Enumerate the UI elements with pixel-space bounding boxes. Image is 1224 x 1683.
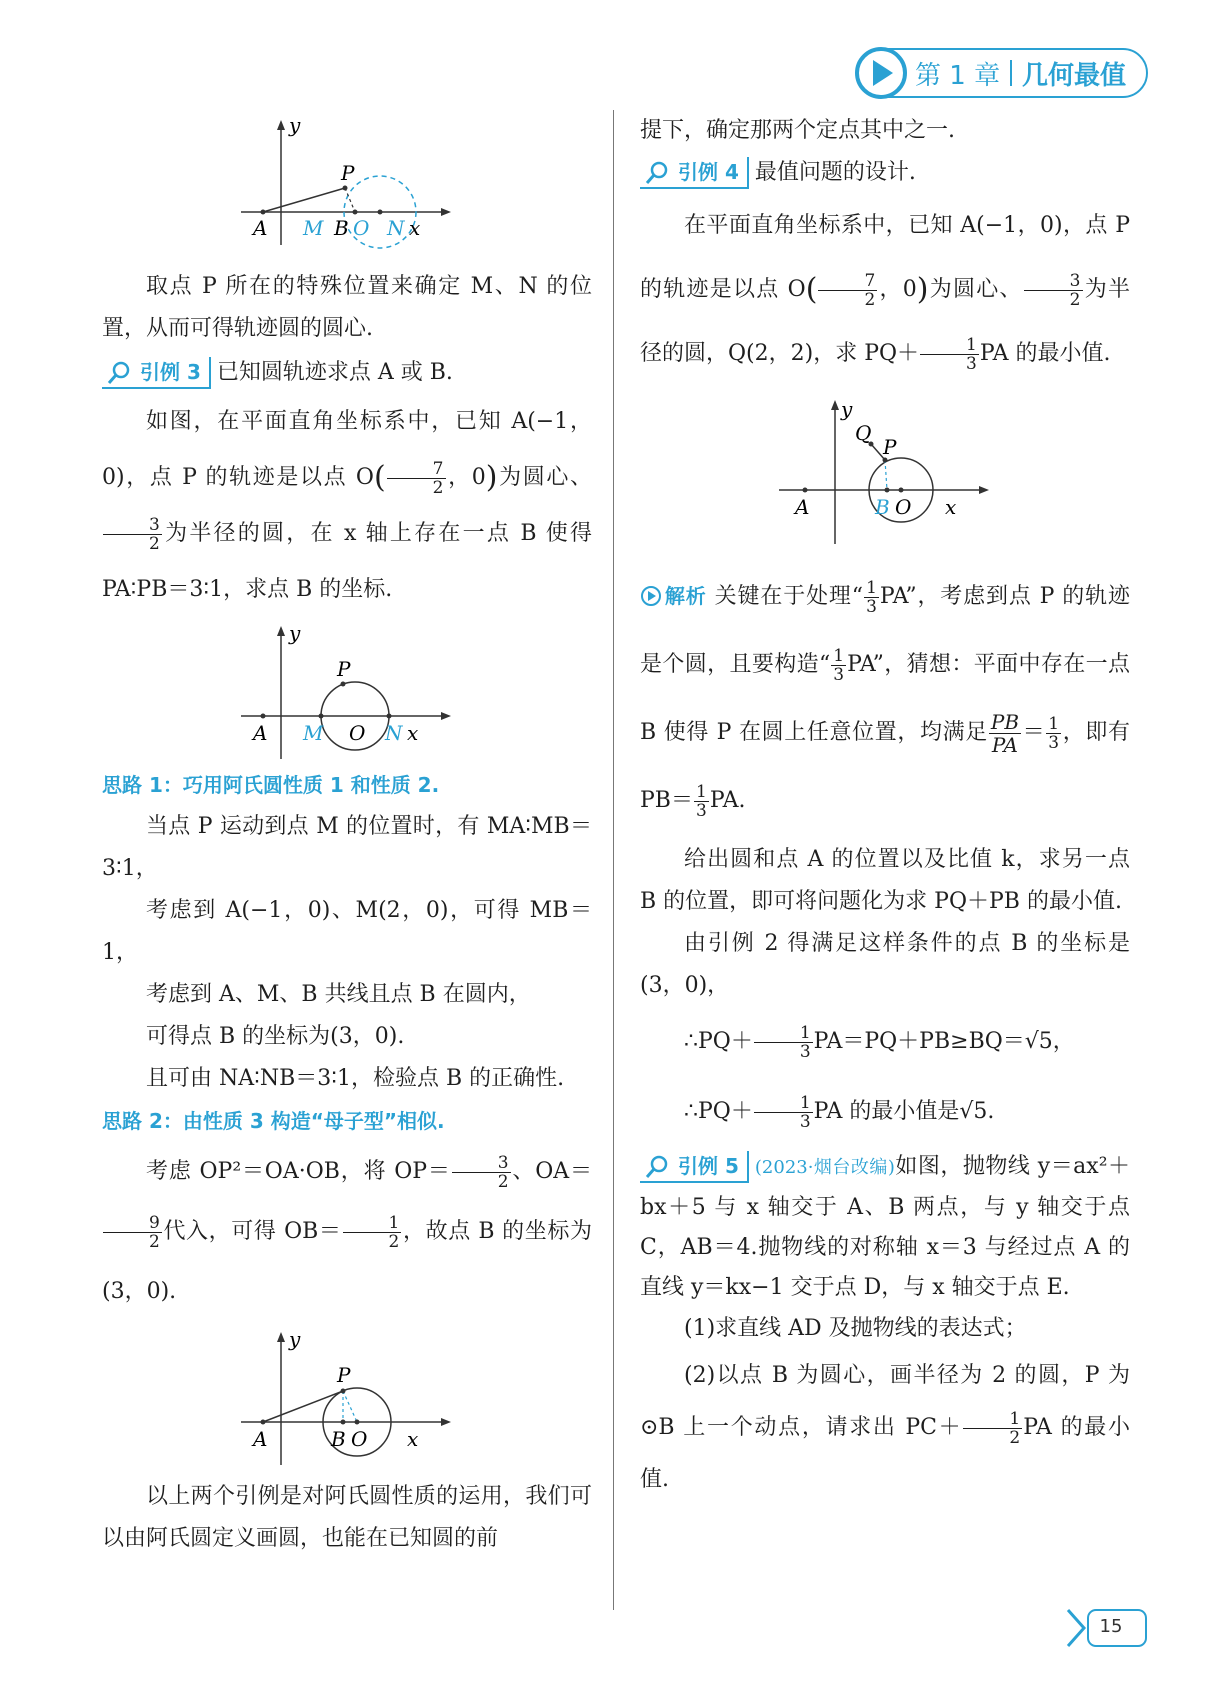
hint-1-line-4: 可得点 B 的坐标为(3，0). [146, 1024, 405, 1049]
label-P: P [337, 657, 351, 681]
label-y: y [841, 397, 853, 421]
question-2: (2)以点 B 为圆心，画半径为 2 的圆，P 为⊙B 上一个动点，请求出 PC＋ $\frac{1}{2}$ PA 的最小值. [640, 1363, 1130, 1492]
example-4-label: 引例 4 [640, 157, 749, 189]
label-x: x [409, 216, 421, 240]
magnifier-icon [106, 360, 132, 386]
hint-1: 思路 1：巧用阿氏圆性质 1 和性质 2. [102, 773, 440, 797]
paragraph-top: 提下，确定那两个定点其中之一. [640, 118, 955, 143]
right-column [640, 110, 1130, 1506]
paragraph-2: 给出圆和点 A 的位置以及比值 k，求另一点 B 的位置，即可将问题化为求 PQ＋PB 的最小值. [640, 847, 1130, 914]
equation-1: ∴PQ＋ $\frac{1}{3}$ PA＝PQ＋PB≥BQ＝√5， [684, 1022, 1075, 1062]
hint-2-text: 考虑 OP²＝OA·OB，将 OP＝ $\frac{3}{2}$ 、OA＝ $\frac{9}{2}$ 代入，可得 OB＝ $\frac{1}{2}$ ，故点 B 的坐标为(3，0). [102, 1152, 593, 1304]
label-y: y [289, 624, 301, 645]
label-A: A [795, 495, 810, 519]
hint-1-line-1: 当点 P 运动到点 M 的位置时，有 MA∶MB＝3∶1， [102, 814, 592, 881]
label-O: O [349, 721, 366, 745]
chapter-title: 几何最值 [1022, 61, 1127, 91]
label-B: B [331, 1427, 346, 1451]
label-A: A [253, 721, 268, 745]
paragraph-end: 以上两个引例是对阿氏圆性质的运用，我们可以由阿氏圆定义画圆，也能在已知圆的前 [102, 1484, 592, 1551]
play-icon [853, 45, 909, 101]
label-M: M [303, 216, 324, 240]
example-5-label: 引例 5 [640, 1151, 749, 1183]
label-y: y [289, 1330, 301, 1351]
column-divider [613, 110, 614, 1610]
label-A: A [253, 1427, 268, 1451]
label-A: A [253, 216, 268, 240]
hint-2: 思路 2：由性质 3 构造“母子型”相似. [102, 1109, 445, 1133]
label-P: P [337, 1363, 351, 1387]
label-M: M [303, 721, 324, 745]
magnifier-icon [644, 1154, 670, 1180]
left-column [102, 110, 592, 1560]
label-O: O [895, 495, 912, 519]
label-x: x [407, 721, 419, 745]
example-3-heading: 引例 3 已知圆轨迹求点 A 或 B. [102, 352, 592, 394]
chapter-number: 第 1 章 [915, 61, 1001, 91]
label-P: P [883, 435, 897, 459]
label-N: N [385, 721, 403, 745]
magnifier-icon [644, 160, 670, 186]
paragraph-1: 取点 P 所在的特殊位置来确定 M、N 的位置，从而可得轨迹圆的圆心. [102, 274, 592, 341]
analysis-label: 解析 [640, 584, 707, 608]
hint-1-line-5: 且可由 NA∶NB＝3∶1，检验点 B 的正确性. [146, 1066, 565, 1091]
figure-4 [775, 394, 995, 554]
hint-1-line-3: 考虑到 A、M、B 共线且点 B 在圆内， [146, 982, 531, 1007]
figure-3 [237, 1330, 457, 1470]
example-3-text: 如图，在平面直角坐标系中，已知 A(−1，0)，点 P 的轨迹是以点 O( $\frac{7}{2}$ ，0)为圆心、 $\frac{3}{2}$ 为半径的圆，在 x 轴上存在一点 B 使得 PA∶PB＝3∶1，求点 B 的坐标. [102, 409, 592, 602]
paragraph-3: 由引例 2 得满足这样条件的点 B 的坐标是(3，0)， [640, 931, 1130, 998]
label-N: N [387, 216, 405, 240]
label-O: O [353, 216, 370, 240]
page-number: 15 [1099, 1616, 1123, 1637]
example-4-heading: 引例 4 最值问题的设计. [640, 152, 1130, 194]
header-separator [1010, 60, 1012, 86]
figure-1 [237, 110, 457, 250]
question-1: (1)求直线 AD 及抛物线的表达式； [684, 1316, 1027, 1341]
example-5: 引例 5 (2023·烟台改编)如图，抛物线 y＝ax²＋bx＋5 与 x 轴交于 A、B 两点，与 y 轴交于点 C，AB＝4.抛物线的对称轴 x＝3 与经过点 A 的直线 y＝kx−1 交于点 D，与 x 轴交于点 E. [640, 1147, 1130, 1308]
example-5-source: (2023·烟台改编) [754, 1157, 895, 1178]
label-y: y [289, 113, 301, 137]
example-4-text: 在平面直角坐标系中，已知 A(−1，0)，点 P 的轨迹是以点 O( $\frac{7}{2}$ ，0)为圆心、 $\frac{3}{2}$ 为半径的圆，Q(2，2)，求 PQ＋ $\frac{1}{3}$ PA 的最小值. [640, 213, 1130, 374]
equation-2: ∴PQ＋ $\frac{1}{3}$ PA 的最小值是√5. [684, 1092, 995, 1132]
label-O: O [351, 1427, 368, 1451]
label-B: B [875, 495, 890, 519]
example-3-label: 引例 3 [102, 357, 211, 389]
label-B: B [334, 216, 349, 240]
hint-1-line-2: 考虑到 A(−1，0)、M(2，0)，可得 MB＝1， [102, 898, 592, 965]
label-P: P [341, 161, 355, 185]
label-x: x [407, 1427, 419, 1451]
play-icon [640, 585, 662, 607]
label-x: x [945, 495, 957, 519]
analysis: 解析 关键在于处理“ $\frac{1}{3}$ PA”，考虑到点 P 的轨迹是个圆，且要构造“ $\frac{1}{3}$ PA”，猜想：平面中存在一点 B 使得 P 在圆上任意位置，均满足 $\frac{PB}{PA}$ ＝ $\frac{1}{3}$ ，即有 PB＝ $\frac{1}{3}$ PA. [640, 577, 1131, 821]
label-Q: Q [855, 421, 872, 445]
figure-2 [237, 624, 457, 764]
